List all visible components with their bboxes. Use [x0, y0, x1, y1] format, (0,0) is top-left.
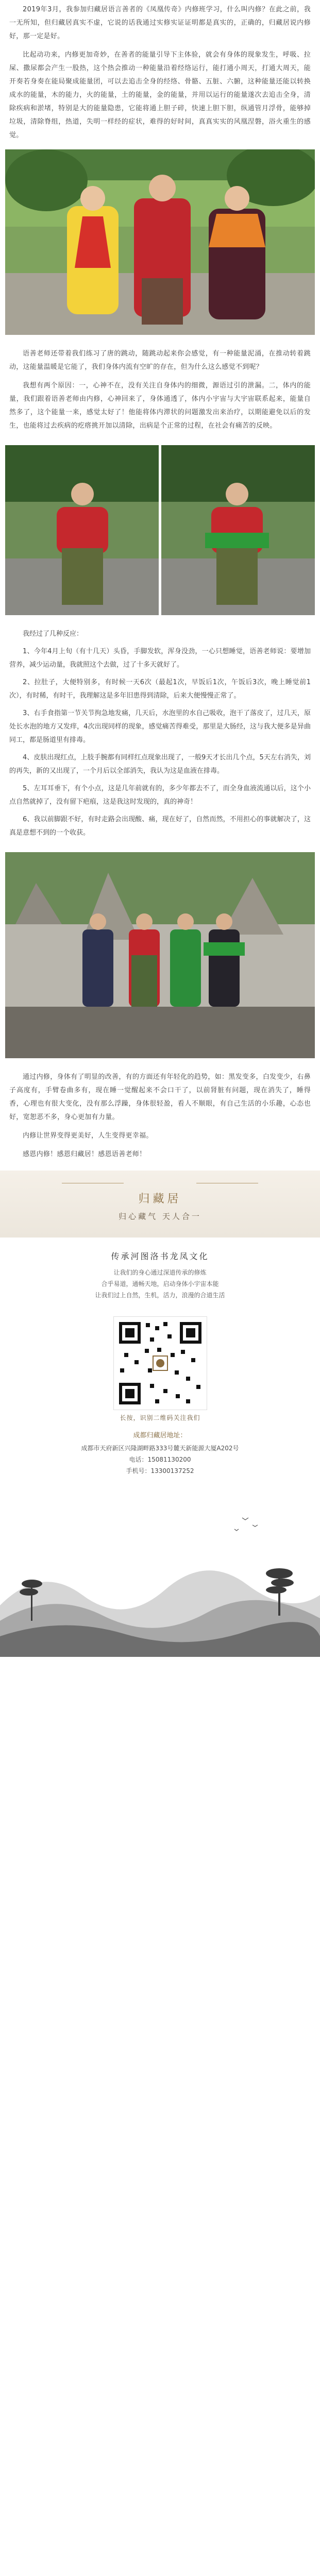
practice-paragraph-1: 语善老师还带着我们练习了唐的跳动，随跳动起来你会感觉，有一种能量泥涌，在推动转着跳动，这能量温暖是它能了，我们身体内流有空旷的存在，但为什么这么感觉不到呢？ — [9, 350, 311, 371]
contact-section — [0, 1422, 320, 1477]
reaction-item: 1、今年4月上旬（有十几天）头昏，手脚发软，浑身没劲，一心只想睡觉，语善老师说：要增加营养，减少运动量，我就照这个去做，过了十多天就好了。 — [9, 648, 311, 669]
qr-code[interactable] — [113, 1316, 207, 1410]
contact-phone[interactable]: 电话：15081130200 — [129, 1456, 191, 1463]
reactions-lead: 我经过了几种反应： — [23, 630, 83, 638]
conclusion-paragraph-1: 通过内修，身体有了明显的改善，有的方面还有年轻化的趋势，如：黑发变多，白发变少，右鼻子高度有，手臂卷曲多有，现在睡一觉醒起来不会口干了，以前肾脏有问题，现在消失了，睡得香，心理也有很大变化，没有那么浮躁，身体很轻盈，看人不顺眼，有自己生活的小乐趣，心态也好，宽恕恶不多，身心更加有力量。 — [9, 1073, 311, 1121]
reaction-item: 2、拉肚子，大便特别多，有时候一天6次（最起1次，早饭后1次，午饭后3次，晚上睡觉前1次），有时稀，有时干，我理解这是多年旧患得到清除，后来大便慢慢正常了。 — [9, 679, 311, 700]
conclusion-section — [0, 1071, 320, 1161]
conclusion-paragraph-2: 内修让世界变得更美好，人生变得更幸福。 — [23, 1132, 153, 1140]
group-photo-rocks — [5, 852, 315, 1058]
practice-photo-pair — [5, 445, 315, 615]
mountain-landscape-icon — [0, 1487, 320, 1657]
culture-lines — [10, 1267, 310, 1301]
contact-title: 成都归藏居地址： — [133, 1432, 187, 1439]
qr-section — [0, 1306, 320, 1422]
reaction-item: 5、左耳耳垂下，有个小点，这是几年前就有的，多少年都去不了，而全身血液流通以后，这个小点自然就掉了，没有留下疤痕，这是我这时发现的，真的神奇！ — [9, 785, 311, 806]
intro-paragraph-1: 2019年3月，我参加归藏居语言善者的《凤凰传奇》内修班学习，什么叫内修？在此之前，我一无所知，但归藏居真实不虚，它说的话我通过实修实证证明都是真实的，正确的，归藏居说内修好，那一定是好。 — [9, 6, 311, 40]
brand-banner — [0, 1171, 320, 1238]
qr-caption: 长按，识别二维码关注我们 — [120, 1414, 200, 1421]
intro-paragraph-2: 比起动功来，内修更加奇妙，在善者的能量引导下主体验，就会有身体的现象发生，呼吸、拉屎、撒尿都会产生一股热，这个热会推动一种能量沿着经络运行，能打通小周天，打通大周天，能开奏若身奏在能局聚成能量团，可以去追击全身的经络、骨骼、五脏、六腑，这种能量还能以转换成水的能量，木的能力，火的能量，土的能量，金的能量，并用以运行的能量遂次去追击全身，清除疾病和淤堵，特别是大的能量隐患，它能将通上胆子碎，快速上胆下胆，纵通管月浮骨，能够掉垃圾，清除脊组，热道，失明一样经的症状，难得的好时间，真真实实的风凰涅磐，浴火重生的感觉。 — [9, 51, 311, 139]
practice-paragraph-2: 我想有两个原因：一，心神不在，没有关注自身体内的细微，源语过引的泄漏。二，体内的能量，我们跟着语善老师由内修，心神回来了，身体通透了，体内小宇宙与大宇宙联系起来，能量自然多了，这个能量一来，感觉太好了！他能将体内滞状的问题激发出来治疗，以期能避免以后的发生，也能将过去疾病的疙瘩挑开加以清除，出病是个正常的过程，在社会有痛苦的反映。 — [9, 382, 311, 430]
contact-address: 成都市天府新区兴隆湖畔路333号麓天新能源大厦A202号 — [81, 1445, 239, 1452]
culture-line: 合乎易道，通畅天地，启动身体小宇宙本能 — [101, 1280, 219, 1287]
reaction-item: 6、我以前脚跟不好，有时走路会出现酸、痛，现在好了，自然而然，不用担心的事就解决了，这真是意想不到的一个收获。 — [9, 816, 311, 837]
brand-slogan: 归心藏气 天人合一 — [119, 1212, 201, 1221]
culture-section — [0, 1238, 320, 1306]
brand-name: 归藏居 — [138, 1193, 182, 1206]
reactions-section — [0, 628, 320, 840]
reaction-item: 3、右手食指第一节关节拘急地发痛，几天后，水泡里的水自己吸收，泡干了落皮了，过几天，原处长水泡的地方又发痒，4次出现同样的现象，感觉痛苦得难受，那里是大肠经，这与我大便多是异曲同工，都是肠道里有排毒。 — [9, 709, 311, 744]
intro-section — [0, 0, 320, 142]
reaction-item: 4、皮肤出现红点，上肢手腕都有同样红点现象出现了，一般9天才长出几个点，5天左右消失，刘的再失，新的又出现了，一个月后以全部消失，我认为这是血液在排毒。 — [9, 754, 311, 775]
ink-landscape-footer — [0, 1487, 320, 1657]
practice-section — [0, 347, 320, 433]
group-photo-garden — [5, 149, 315, 335]
conclusion-paragraph-3: 感恩内修！感恩归藏居！感恩语善老师！ — [23, 1150, 146, 1158]
contact-mobile[interactable]: 手机号：13300137252 — [126, 1467, 194, 1475]
culture-title: 传承河图洛书龙凤文化 — [111, 1251, 209, 1261]
qr-pattern-icon — [114, 1317, 207, 1410]
culture-line: 让我们过上自然，生机，活力，浪漫的合道生活 — [95, 1292, 225, 1299]
culture-line: 让我们的身心通过深道传承的修炼 — [113, 1269, 207, 1276]
